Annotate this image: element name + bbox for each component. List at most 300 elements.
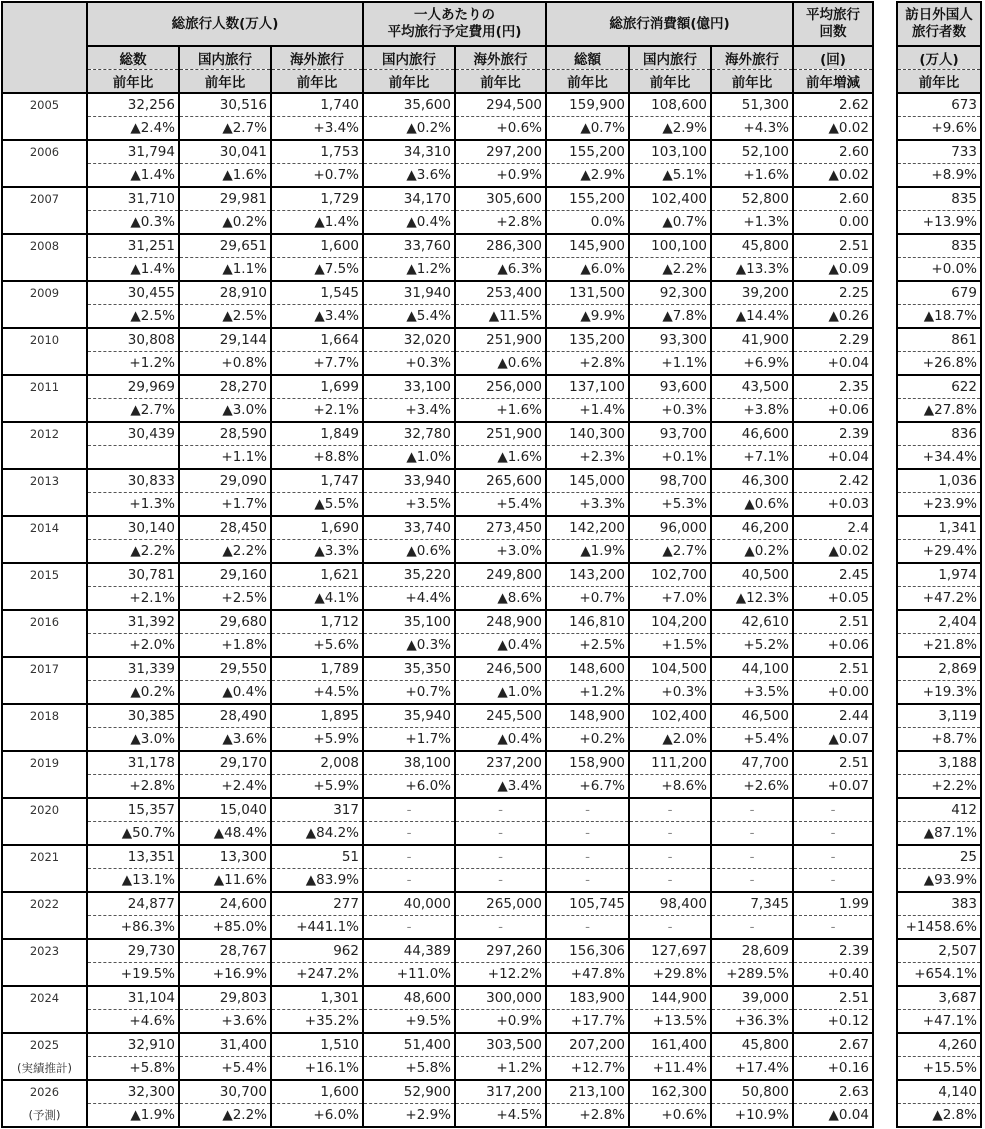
value-cell: 28,767 — [179, 939, 271, 963]
value-cell: 2.45 — [793, 563, 873, 587]
yoy-cell: - — [711, 916, 793, 940]
value-cell: 1,301 — [271, 986, 363, 1010]
yoy-cell: ▲48.4% — [179, 822, 271, 846]
yoy-cell: +2.5% — [179, 587, 271, 611]
yoy-cell: ▲12.3% — [711, 587, 793, 611]
value-cell: 29,651 — [179, 234, 271, 258]
yoy-cell: +3.4% — [271, 117, 363, 141]
value-cell: 40,500 — [711, 563, 793, 587]
value-cell: 38,100 — [363, 751, 455, 775]
table-row-value — [2, 704, 873, 728]
inbound-yoy-cell: +13.9% — [897, 211, 981, 235]
inbound-yoy-cell: ▲87.1% — [897, 822, 981, 846]
yoy-cell: - — [711, 869, 793, 893]
inbound-row-yoy — [897, 1010, 981, 1034]
value-cell: 286,300 — [455, 234, 546, 258]
value-cell: 2.51 — [793, 657, 873, 681]
value-cell: 108,600 — [629, 93, 711, 117]
year-label: 2024 — [2, 986, 87, 1010]
yoy-cell: ▲0.3% — [363, 634, 455, 658]
value-cell: 251,900 — [455, 422, 546, 446]
subheader-cost-overseas: 海外旅行 — [455, 46, 546, 69]
value-cell: 1,510 — [271, 1033, 363, 1057]
year-label: 2022 — [2, 892, 87, 916]
inbound-row-yoy — [897, 164, 981, 188]
yoy-cell: +0.9% — [455, 164, 546, 188]
inbound-row-value — [897, 798, 981, 822]
value-cell: 1,621 — [271, 563, 363, 587]
value-cell: 253,400 — [455, 281, 546, 305]
inbound-value-cell: 2,507 — [897, 939, 981, 963]
value-cell: 24,877 — [87, 892, 179, 916]
inbound-row-yoy — [897, 211, 981, 235]
value-cell: 34,310 — [363, 140, 455, 164]
subheader-total-amount: 総額 — [546, 46, 629, 69]
yoy-cell: ▲13.1% — [87, 869, 179, 893]
value-cell: 98,700 — [629, 469, 711, 493]
yoy-cell: ▲3.3% — [271, 540, 363, 564]
yoy-cell: +5.2% — [711, 634, 793, 658]
table-row-value — [2, 892, 873, 916]
yoy-cell: ▲1.6% — [179, 164, 271, 188]
inbound-row-yoy — [897, 117, 981, 141]
inbound-yoy-cell: ▲93.9% — [897, 869, 981, 893]
inbound-value-cell: 2,404 — [897, 610, 981, 634]
inbound-value-cell: 622 — [897, 375, 981, 399]
header-inbound: 訪日外国人 旅行者数 — [897, 2, 981, 46]
value-cell: 2.63 — [793, 1080, 873, 1104]
inbound-yoy-cell: +1458.6% — [897, 916, 981, 940]
value-cell: 2.60 — [793, 187, 873, 211]
yoy-cell: - — [546, 822, 629, 846]
yoy-cell: - — [363, 916, 455, 940]
table-row-yoy — [2, 634, 873, 658]
value-cell: 48,600 — [363, 986, 455, 1010]
value-cell: 1,895 — [271, 704, 363, 728]
yoy-cell: ▲0.09 — [793, 258, 873, 282]
inbound-yoy-cell: +2.2% — [897, 775, 981, 799]
yoy-cell: - — [546, 916, 629, 940]
table-row-value — [2, 939, 873, 963]
yoy-cell: +2.8% — [455, 211, 546, 235]
inbound-yoy-cell: +29.4% — [897, 540, 981, 564]
yoy-cell: +2.8% — [546, 352, 629, 376]
value-cell: 98,400 — [629, 892, 711, 916]
inbound-row-value — [897, 140, 981, 164]
value-cell: 31,940 — [363, 281, 455, 305]
value-cell: 140,300 — [546, 422, 629, 446]
value-cell: 317 — [271, 798, 363, 822]
yoy-cell: ▲0.02 — [793, 164, 873, 188]
inbound-row-yoy — [897, 822, 981, 846]
inbound-yoy-cell: ▲18.7% — [897, 305, 981, 329]
yoy-header: 前年比 — [629, 69, 711, 93]
year-label: 2014 — [2, 516, 87, 540]
table-row-yoy — [2, 305, 873, 329]
table-row-yoy — [2, 446, 873, 470]
inbound-yoy-cell: +23.9% — [897, 493, 981, 517]
inbound-visitors-table — [896, 1, 982, 1128]
value-cell: 30,140 — [87, 516, 179, 540]
yoy-cell: +13.5% — [629, 1010, 711, 1034]
table-row-yoy — [2, 963, 873, 987]
year-label: 2025 — [2, 1033, 87, 1057]
value-cell: 148,900 — [546, 704, 629, 728]
value-cell: 29,144 — [179, 328, 271, 352]
inbound-yoy-cell: +8.7% — [897, 728, 981, 752]
table-row-yoy — [2, 258, 873, 282]
value-cell: 143,200 — [546, 563, 629, 587]
table-row-value — [2, 657, 873, 681]
value-cell: 29,730 — [87, 939, 179, 963]
value-cell: 50,800 — [711, 1080, 793, 1104]
inbound-row-yoy — [897, 352, 981, 376]
value-cell: 2.4 — [793, 516, 873, 540]
value-cell: 277 — [271, 892, 363, 916]
yoy-cell: ▲0.7% — [629, 211, 711, 235]
table-row-value — [2, 422, 873, 446]
year-note — [2, 822, 87, 846]
yoy-cell: +0.7% — [363, 681, 455, 705]
value-cell: - — [363, 845, 455, 869]
yoy-cell: +4.5% — [455, 1104, 546, 1128]
yoy-cell: +1.2% — [455, 1057, 546, 1081]
inbound-row-value — [897, 281, 981, 305]
value-cell: 246,500 — [455, 657, 546, 681]
value-cell: 158,900 — [546, 751, 629, 775]
value-cell: 44,389 — [363, 939, 455, 963]
yoy-cell: ▲2.2% — [179, 540, 271, 564]
yoy-cell: ▲3.4% — [455, 775, 546, 799]
value-cell: 33,760 — [363, 234, 455, 258]
header-total-travelers: 総旅行人数(万人) — [87, 2, 363, 46]
yoy-cell: +12.2% — [455, 963, 546, 987]
yoy-cell: ▲2.0% — [629, 728, 711, 752]
table-row-yoy — [2, 540, 873, 564]
yoy-cell: ▲0.4% — [455, 634, 546, 658]
yoy-cell: ▲0.7% — [546, 117, 629, 141]
yoy-cell: +0.06 — [793, 399, 873, 423]
yoy-cell: ▲0.2% — [711, 540, 793, 564]
yoy-cell: +441.1% — [271, 916, 363, 940]
value-cell: 131,500 — [546, 281, 629, 305]
yoy-cell: +0.12 — [793, 1010, 873, 1034]
yoy-cell: ▲2.7% — [629, 540, 711, 564]
value-cell: 46,300 — [711, 469, 793, 493]
value-cell: - — [711, 798, 793, 822]
inbound-value-cell: 679 — [897, 281, 981, 305]
yoy-header: 前年比 — [363, 69, 455, 93]
value-cell: 32,910 — [87, 1033, 179, 1057]
table-row-value — [2, 610, 873, 634]
value-cell: 265,600 — [455, 469, 546, 493]
value-cell: 111,200 — [629, 751, 711, 775]
inbound-row-value — [897, 93, 981, 117]
yoy-cell — [87, 446, 179, 470]
year-label: 2019 — [2, 751, 87, 775]
yoy-cell: ▲13.3% — [711, 258, 793, 282]
value-cell: 135,200 — [546, 328, 629, 352]
value-cell: 145,900 — [546, 234, 629, 258]
yoy-cell: +0.6% — [455, 117, 546, 141]
year-label: 2005 — [2, 93, 87, 117]
value-cell: 41,900 — [711, 328, 793, 352]
yoy-cell: ▲1.1% — [179, 258, 271, 282]
yoy-cell: +5.8% — [87, 1057, 179, 1081]
table-row-value — [2, 375, 873, 399]
value-cell: 30,516 — [179, 93, 271, 117]
inbound-row-yoy — [897, 305, 981, 329]
year-note — [2, 211, 87, 235]
yoy-header: 前年比 — [897, 69, 981, 93]
value-cell: 28,450 — [179, 516, 271, 540]
value-cell: 213,100 — [546, 1080, 629, 1104]
value-cell: 31,710 — [87, 187, 179, 211]
yoy-cell: +8.8% — [271, 446, 363, 470]
yoy-cell: ▲6.3% — [455, 258, 546, 282]
year-note — [2, 963, 87, 987]
inbound-yoy-cell: +34.4% — [897, 446, 981, 470]
inbound-row-value — [897, 986, 981, 1010]
yoy-cell: +2.1% — [87, 587, 179, 611]
year-note — [2, 775, 87, 799]
yoy-cell: +17.4% — [711, 1057, 793, 1081]
value-cell: 35,940 — [363, 704, 455, 728]
yoy-cell: +1.3% — [711, 211, 793, 235]
yoy-cell: ▲1.4% — [87, 258, 179, 282]
table-row-value — [2, 328, 873, 352]
yoy-cell: ▲0.6% — [711, 493, 793, 517]
value-cell: 249,800 — [455, 563, 546, 587]
yoy-cell: 0.00 — [793, 211, 873, 235]
inbound-value-cell: 1,974 — [897, 563, 981, 587]
year-note — [2, 446, 87, 470]
yoy-cell: +4.6% — [87, 1010, 179, 1034]
value-cell: 33,100 — [363, 375, 455, 399]
table-row-yoy — [2, 1104, 873, 1128]
yoy-cell: +1.2% — [87, 352, 179, 376]
yoy-cell: ▲0.07 — [793, 728, 873, 752]
value-cell: 39,200 — [711, 281, 793, 305]
yoy-cell: ▲2.9% — [546, 164, 629, 188]
value-cell: 30,808 — [87, 328, 179, 352]
yoy-cell: ▲0.02 — [793, 117, 873, 141]
inbound-row-value — [897, 563, 981, 587]
value-cell: 237,200 — [455, 751, 546, 775]
yoy-cell: ▲11.5% — [455, 305, 546, 329]
value-cell: 45,800 — [711, 1033, 793, 1057]
inbound-value-cell: 25 — [897, 845, 981, 869]
subheader-spend-overseas: 海外旅行 — [711, 46, 793, 69]
table-row-value — [2, 187, 873, 211]
value-cell: 7,345 — [711, 892, 793, 916]
yoy-cell: - — [629, 869, 711, 893]
year-note — [2, 634, 87, 658]
yoy-cell: +35.2% — [271, 1010, 363, 1034]
year-label: 2012 — [2, 422, 87, 446]
value-cell: 207,200 — [546, 1033, 629, 1057]
yoy-header: 前年比 — [271, 69, 363, 93]
value-cell: 103,100 — [629, 140, 711, 164]
yoy-cell: +0.16 — [793, 1057, 873, 1081]
yoy-change-header: 前年増減 — [793, 69, 873, 93]
table-row-value — [2, 140, 873, 164]
year-label: 2017 — [2, 657, 87, 681]
value-cell: 1,600 — [271, 1080, 363, 1104]
yoy-cell: +2.6% — [711, 775, 793, 799]
yoy-cell: +1.2% — [546, 681, 629, 705]
yoy-cell: +2.3% — [546, 446, 629, 470]
inbound-value-cell: 835 — [897, 187, 981, 211]
yoy-cell: +2.9% — [363, 1104, 455, 1128]
value-cell: 2,008 — [271, 751, 363, 775]
yoy-cell: +1.3% — [87, 493, 179, 517]
yoy-cell: +2.5% — [546, 634, 629, 658]
inbound-value-cell: 1,036 — [897, 469, 981, 493]
yoy-cell: +10.9% — [711, 1104, 793, 1128]
yoy-cell: +17.7% — [546, 1010, 629, 1034]
table-row-value — [2, 93, 873, 117]
year-note — [2, 493, 87, 517]
yoy-cell: - — [363, 869, 455, 893]
inbound-row-value — [897, 422, 981, 446]
value-cell: 93,700 — [629, 422, 711, 446]
value-cell: 30,700 — [179, 1080, 271, 1104]
value-cell: 43,500 — [711, 375, 793, 399]
yoy-cell: ▲83.9% — [271, 869, 363, 893]
yoy-cell: +0.07 — [793, 775, 873, 799]
yoy-cell: +3.8% — [711, 399, 793, 423]
yoy-cell: +1.1% — [179, 446, 271, 470]
yoy-header: 前年比 — [455, 69, 546, 93]
value-cell: 100,100 — [629, 234, 711, 258]
value-cell: 93,300 — [629, 328, 711, 352]
year-note — [2, 399, 87, 423]
yoy-cell: ▲2.2% — [629, 258, 711, 282]
yoy-cell: +1.5% — [629, 634, 711, 658]
inbound-value-cell: 1,341 — [897, 516, 981, 540]
yoy-cell: ▲1.9% — [546, 540, 629, 564]
yoy-cell: ▲4.1% — [271, 587, 363, 611]
yoy-cell: +1.4% — [546, 399, 629, 423]
inbound-value-cell: 3,687 — [897, 986, 981, 1010]
yoy-cell: +0.7% — [546, 587, 629, 611]
inbound-row-yoy — [897, 963, 981, 987]
yoy-cell: ▲5.1% — [629, 164, 711, 188]
value-cell: 24,600 — [179, 892, 271, 916]
inbound-row-yoy — [897, 587, 981, 611]
yoy-cell: +0.9% — [455, 1010, 546, 1034]
table-row-yoy — [2, 728, 873, 752]
value-cell: - — [793, 845, 873, 869]
yoy-cell: +0.04 — [793, 352, 873, 376]
value-cell: 30,041 — [179, 140, 271, 164]
inbound-value-cell: 2,869 — [897, 657, 981, 681]
inbound-yoy-cell: +8.9% — [897, 164, 981, 188]
yoy-cell: 0.0% — [546, 211, 629, 235]
value-cell: 29,680 — [179, 610, 271, 634]
value-cell: 144,900 — [629, 986, 711, 1010]
inbound-row-value — [897, 1080, 981, 1104]
value-cell: 30,439 — [87, 422, 179, 446]
yoy-cell: +5.6% — [271, 634, 363, 658]
yoy-cell: +2.1% — [271, 399, 363, 423]
value-cell: 1,740 — [271, 93, 363, 117]
value-cell: - — [711, 845, 793, 869]
yoy-header: 前年比 — [546, 69, 629, 93]
yoy-cell: +7.1% — [711, 446, 793, 470]
yoy-cell: ▲2.7% — [179, 117, 271, 141]
year-label: 2009 — [2, 281, 87, 305]
yoy-cell: +5.3% — [629, 493, 711, 517]
yoy-cell: +3.0% — [455, 540, 546, 564]
yoy-cell: +6.0% — [271, 1104, 363, 1128]
value-cell: 1,600 — [271, 234, 363, 258]
inbound-row-value — [897, 469, 981, 493]
value-cell: 32,780 — [363, 422, 455, 446]
yoy-cell: - — [629, 822, 711, 846]
value-cell: 52,100 — [711, 140, 793, 164]
table-row-yoy — [2, 681, 873, 705]
yoy-cell: ▲2.5% — [179, 305, 271, 329]
yoy-cell: +0.3% — [363, 352, 455, 376]
table-row-yoy — [2, 916, 873, 940]
yoy-cell: ▲9.9% — [546, 305, 629, 329]
year-note — [2, 164, 87, 188]
value-cell: 15,357 — [87, 798, 179, 822]
inbound-row-value — [897, 234, 981, 258]
yoy-cell: ▲5.5% — [271, 493, 363, 517]
inbound-value-cell: 4,140 — [897, 1080, 981, 1104]
value-cell: 46,600 — [711, 422, 793, 446]
yoy-cell: ▲2.9% — [629, 117, 711, 141]
value-cell: 300,000 — [455, 986, 546, 1010]
inbound-row-value — [897, 845, 981, 869]
inbound-row-value — [897, 610, 981, 634]
inbound-row-yoy — [897, 493, 981, 517]
value-cell: 256,000 — [455, 375, 546, 399]
inbound-row-yoy — [897, 775, 981, 799]
value-cell: 32,256 — [87, 93, 179, 117]
yoy-cell: +6.9% — [711, 352, 793, 376]
value-cell: 156,306 — [546, 939, 629, 963]
inbound-value-cell: 673 — [897, 93, 981, 117]
subheader-spend-domestic: 国内旅行 — [629, 46, 711, 69]
value-cell: 245,500 — [455, 704, 546, 728]
year-label: 2011 — [2, 375, 87, 399]
value-cell: 297,200 — [455, 140, 546, 164]
yoy-cell: +0.05 — [793, 587, 873, 611]
value-cell: 2.60 — [793, 140, 873, 164]
table-row-value — [2, 281, 873, 305]
value-cell: 39,000 — [711, 986, 793, 1010]
yoy-cell: ▲0.3% — [87, 211, 179, 235]
yoy-cell: +7.7% — [271, 352, 363, 376]
year-label: 2023 — [2, 939, 87, 963]
value-cell: 51,400 — [363, 1033, 455, 1057]
year-note — [2, 587, 87, 611]
value-cell: 2.44 — [793, 704, 873, 728]
value-cell: 29,803 — [179, 986, 271, 1010]
value-cell: 34,170 — [363, 187, 455, 211]
value-cell: 104,500 — [629, 657, 711, 681]
inbound-row-value — [897, 516, 981, 540]
yoy-cell: ▲0.4% — [455, 728, 546, 752]
yoy-cell: +1.7% — [179, 493, 271, 517]
header-avg-cost: 一人あたりの 平均旅行予定費用(円) — [363, 2, 546, 46]
value-cell: 31,178 — [87, 751, 179, 775]
yoy-cell: +3.5% — [711, 681, 793, 705]
